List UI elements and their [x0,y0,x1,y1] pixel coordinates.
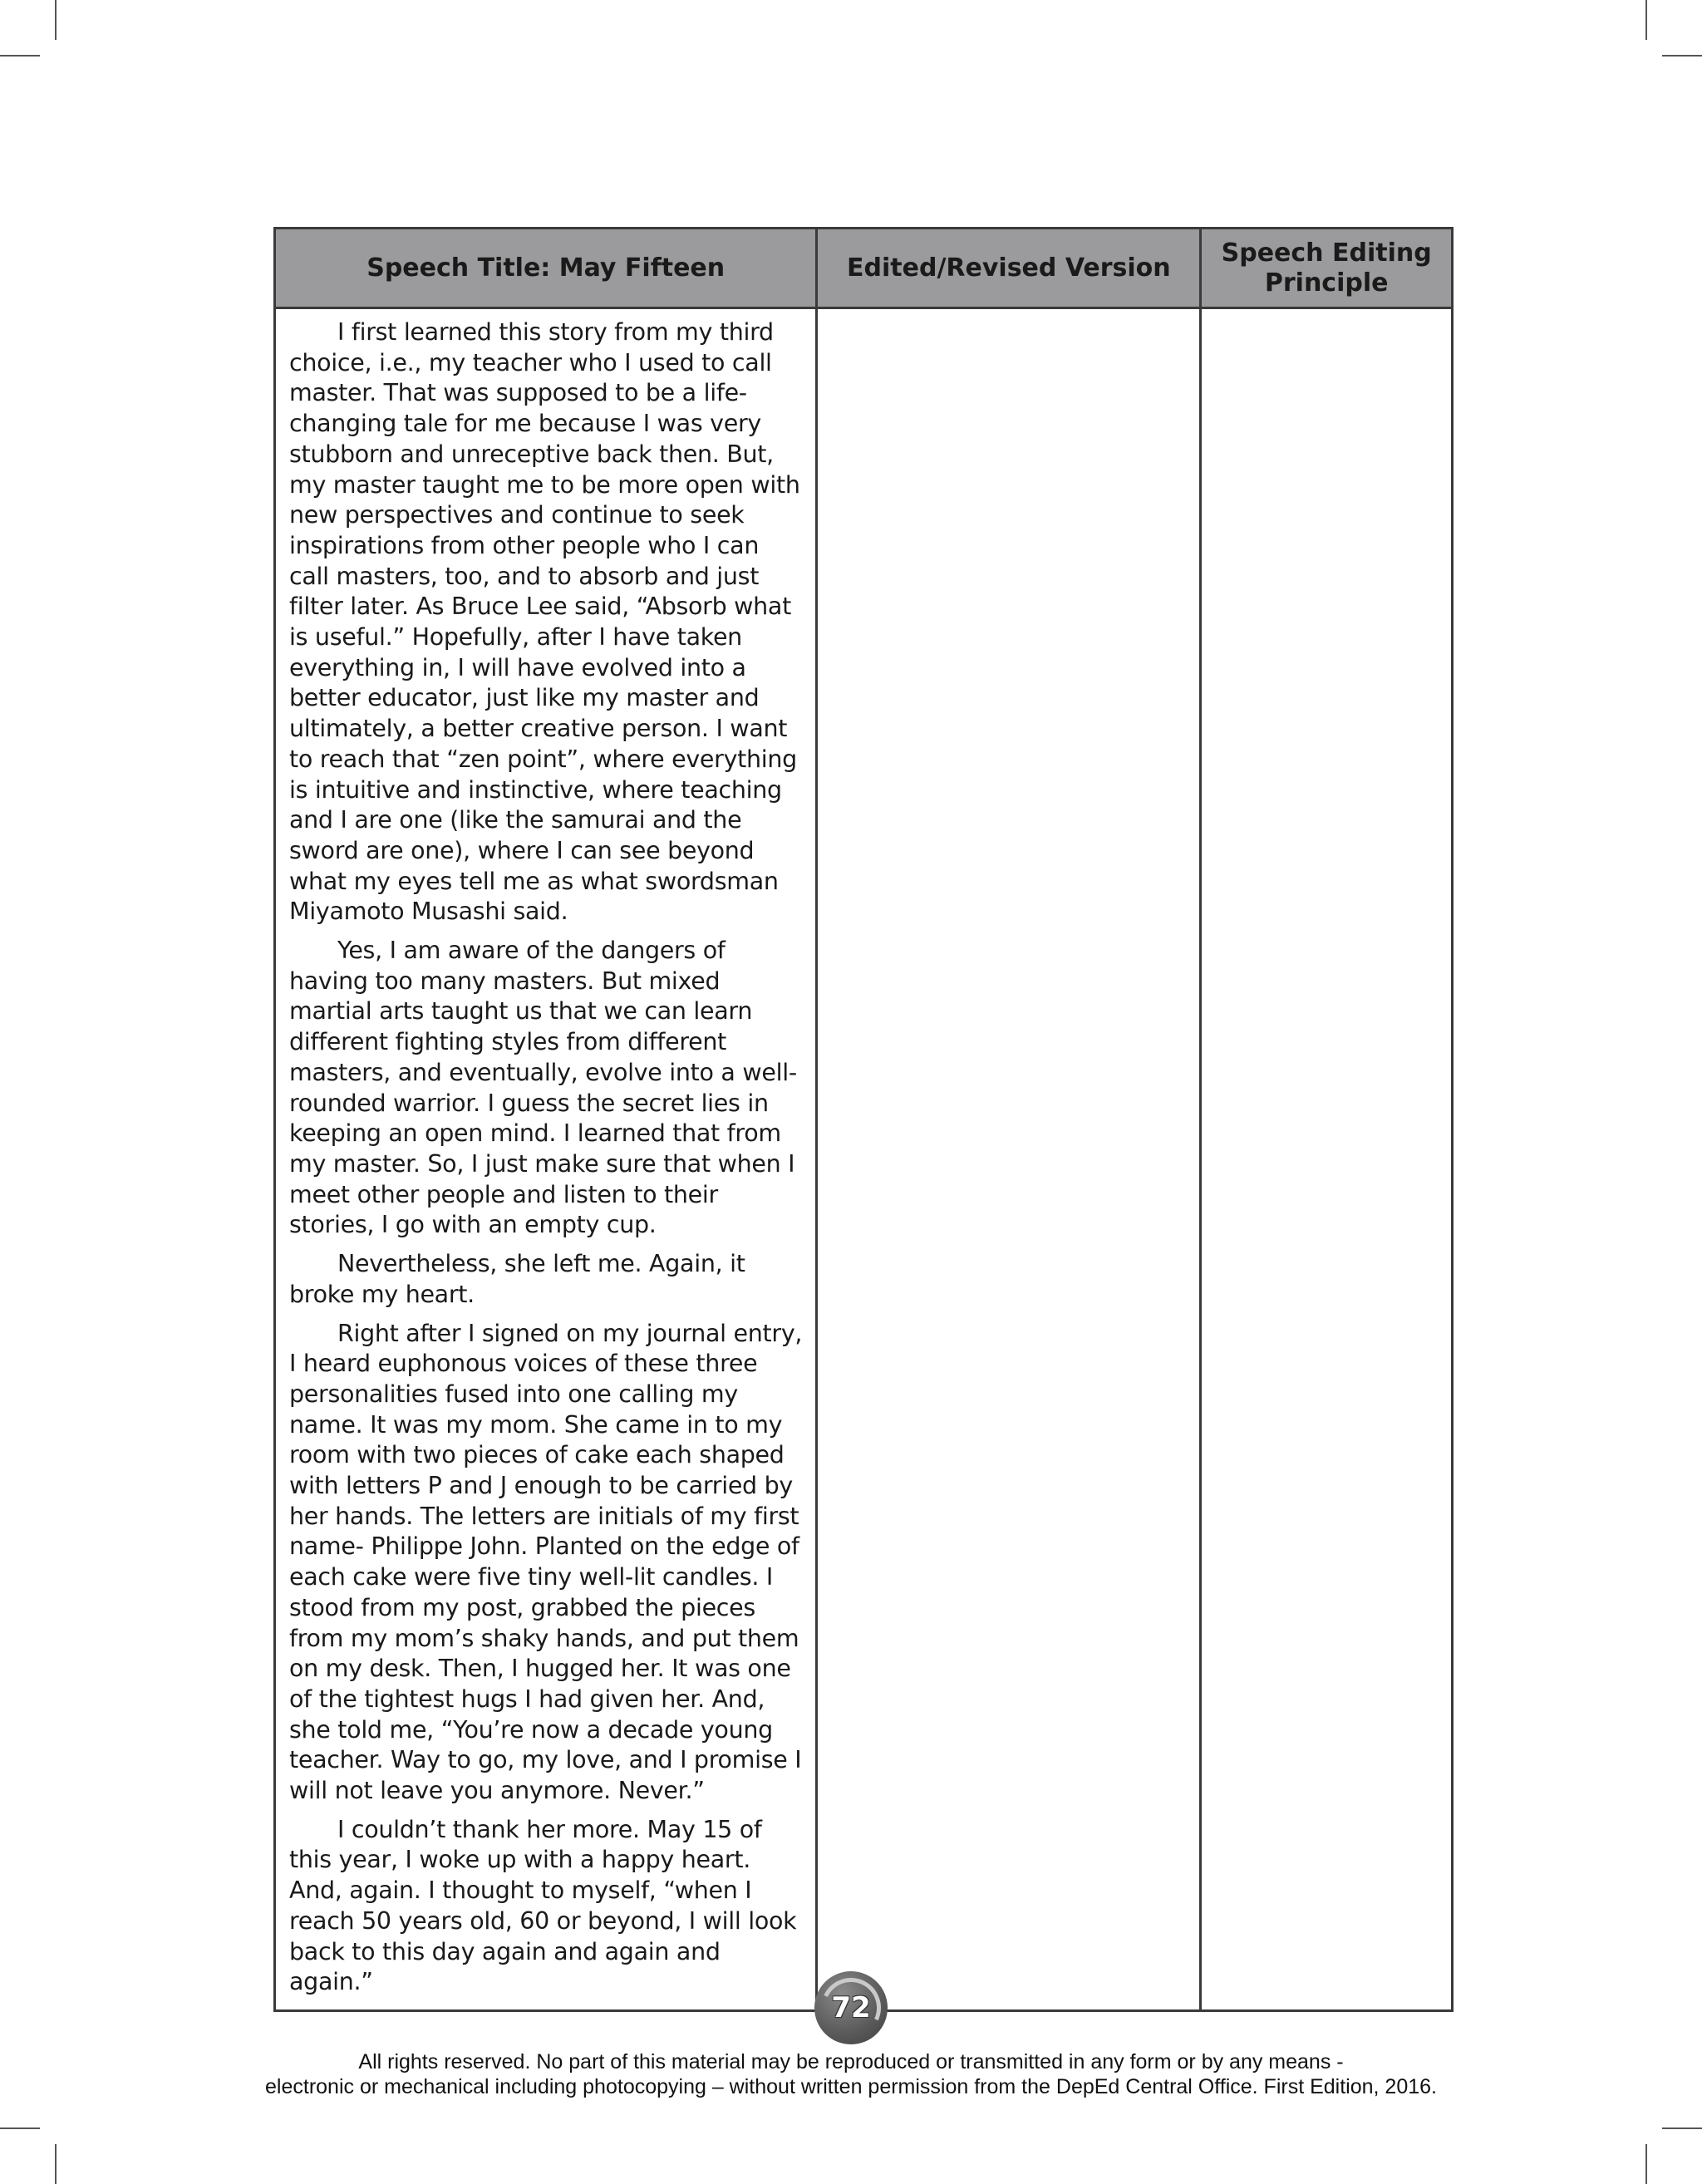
crop-mark [0,2127,40,2129]
copyright-footer [0,2049,1702,2099]
table-header-row [275,229,1453,308]
speech-editing-table [273,227,1454,2012]
header-edited-version: Edited/Revised Version [817,229,1201,308]
table-row [275,308,1453,2011]
crop-mark [1645,0,1647,40]
crop-mark [1645,2144,1647,2184]
speech-paragraph: I couldn’t thank her more. May 15 of this year, I woke up with a happy heart. And, again. I thought to myself, “when I reach 50 years old, 60 or beyond, I will look back to this day again and again and again.” [289,1815,797,1996]
header-editing-principle: Speech Editing Principle [1201,229,1453,308]
crop-mark [1662,2127,1702,2129]
crop-mark [0,55,40,57]
speech-paragraph: Yes, I am aware of the dangers of having too many masters. But mixed martial arts taught us that we can learn different fighting styles from different masters, and eventually, evolve into a well-rounded warrior. I guess the secret lies in keeping an open mind. I learned that from my master. So, I just make sure that when I meet other people and listen to their stories, I go with an empty cup. [289,937,797,1239]
crop-mark [1662,55,1702,57]
crop-mark [55,0,57,40]
footer-line-2: electronic or mechanical including photocopying – without written permission from the DepEd Central Office. First Edition, 2016. [265,2075,1437,2098]
crop-mark [55,2144,57,2184]
footer-line-1: All rights reserved. No part of this material may be reproduced or transmitted in any form or by any means - [358,2050,1344,2073]
header-speech-title: Speech Title: May Fifteen [275,229,817,308]
speech-text-cell [275,308,817,2011]
edited-version-cell[interactable] [817,308,1201,2011]
speech-paragraph: Right after I signed on my journal entry, I heard euphonous voices of these three personalities fused into one calling my name. It was my mom. She came in to my room with two pieces of cake each shaped with letters P and J enough to be carried by her hands. The letters are initials of my first name- Philippe John. Planted on the edge of each cake were five tiny well-lit candles. I stood from my post, grabbed the pieces from my mom’s shaky hands, and put them on my desk. Then, I hugged her. It was one of the tightest hugs I had given her. And, she told me, “You’re now a decade young teacher. Way to go, my love, and I promise I will not leave you anymore. Never.” [289,1319,803,1805]
speech-paragraph: Nevertheless, she left me. Again, it broke my heart. [289,1250,745,1308]
editing-principle-cell[interactable] [1201,308,1453,2011]
speech-paragraph: I first learned this story from my third choice, i.e., my teacher who I used to call master. That was supposed to be a life-changing tale for me because I was very stubborn and unreceptive back then. But, my master taught me to be more open with new perspectives and continue to seek inspirations from other people who I can call masters, too, and to absorb and just filter later. As Bruce Lee said, “Absorb what is useful.” Hopefully, after I have taken everything in, I will have evolved into a better educator, just like my master and ultimately, a better creative person. I want to reach that “zen point”, where everything is intuitive and instinctive, where teaching and I are one (like the samurai and the sword are one), where I can see beyond what my eyes tell me as what swordsman Miyamoto Musashi said. [289,318,800,926]
page-number: 72 [831,1991,871,2024]
